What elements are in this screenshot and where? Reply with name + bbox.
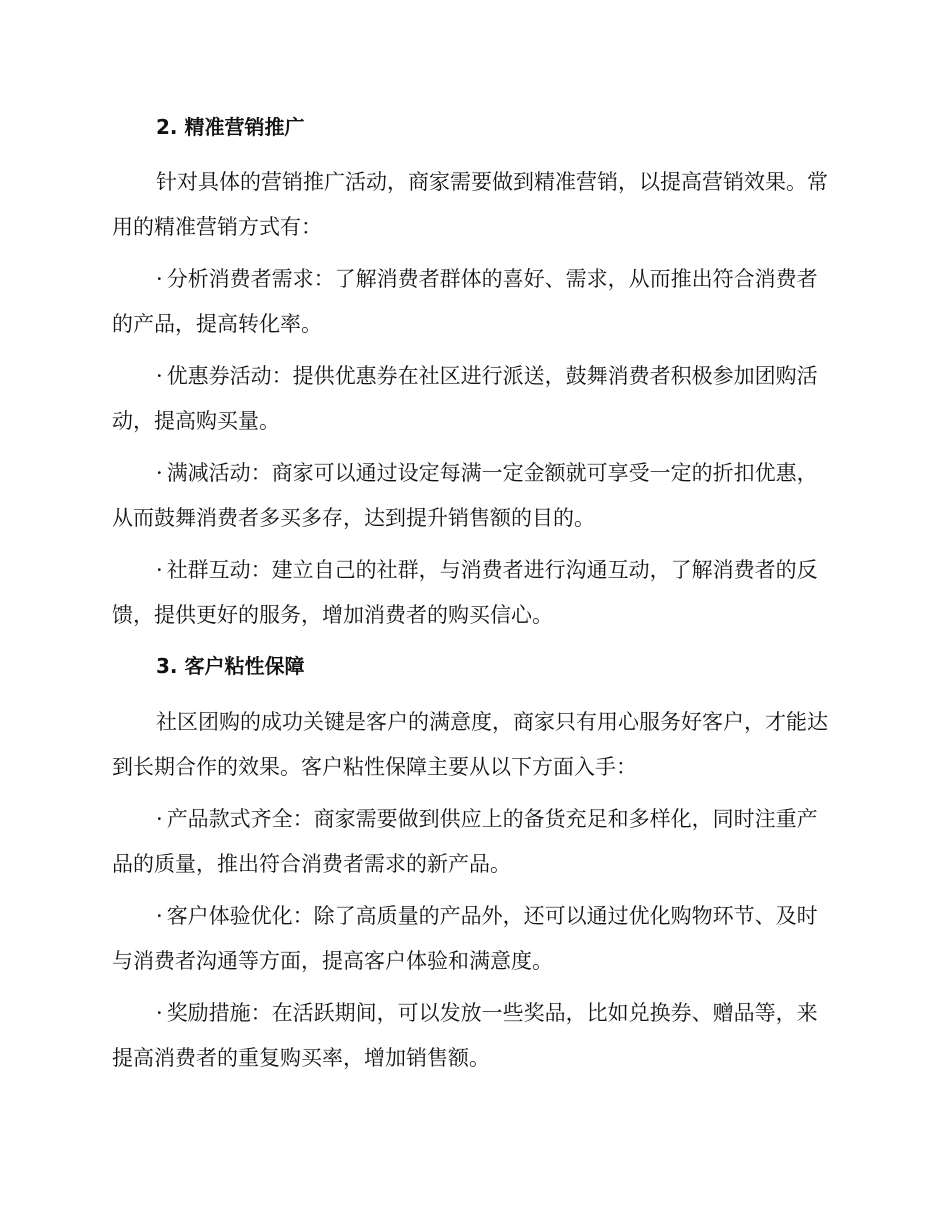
bullet-item [112, 894, 830, 984]
bullet-text: 社群互动：建立自己的社群，与消费者进行沟通互动，了解消费者的反馈，提供更好的服务，增加消费者的购买信心。 [112, 558, 818, 627]
bullet-marker: · [156, 904, 163, 928]
bullet-text: 满减活动：商家可以通过设定每满一定金额就可享受一定的折扣优惠，从而鼓舞消费者多买多存，达到提升销售额的目的。 [112, 461, 818, 530]
paragraph: 针对具体的营销推广活动，商家需要做到精准营销，以提高营销效果。常用的精准营销方式有： [112, 170, 828, 239]
bullet-text: 奖励措施：在活跃期间，可以发放一些奖品，比如兑换券、赠品等，来提高消费者的重复购买率，增加销售额。 [112, 1001, 818, 1070]
bullet-item [112, 797, 830, 887]
bullet-text: 产品款式齐全：商家需要做到供应上的备货充足和多样化，同时注重产品的质量，推出符合消费者需求的新产品。 [112, 807, 818, 876]
bullet-text: 客户体验优化：除了高质量的产品外，还可以通过优化购物环节、及时与消费者沟通等方面，提高客户体验和满意度。 [112, 904, 818, 973]
bullet-marker: · [156, 364, 163, 388]
bullet-text: 分析消费者需求：了解消费者群体的喜好、需求，从而推出符合消费者的产品，提高转化率。 [112, 267, 818, 336]
bullet-marker: · [156, 558, 163, 582]
bullet-marker: · [156, 1001, 163, 1025]
bullet-text: 优惠券活动：提供优惠券在社区进行派送，鼓舞消费者积极参加团购活动，提高购买量。 [112, 364, 818, 433]
bullet-item [112, 257, 830, 347]
bullet-item [112, 451, 830, 541]
bullet-marker: · [156, 461, 163, 485]
section-heading: 3. 客户粘性保障 [156, 654, 305, 678]
bullet-item [112, 991, 830, 1081]
section-heading: 2. 精准营销推广 [156, 115, 305, 139]
bullet-marker: · [156, 807, 163, 831]
bullet-item [112, 354, 830, 444]
paragraph: 社区团购的成功关键是客户的满意度，商家只有用心服务好客户，才能达到长期合作的效果。客户粘性保障主要从以下方面入手： [112, 710, 828, 779]
bullet-item [112, 548, 830, 638]
bullet-marker: · [156, 267, 163, 291]
